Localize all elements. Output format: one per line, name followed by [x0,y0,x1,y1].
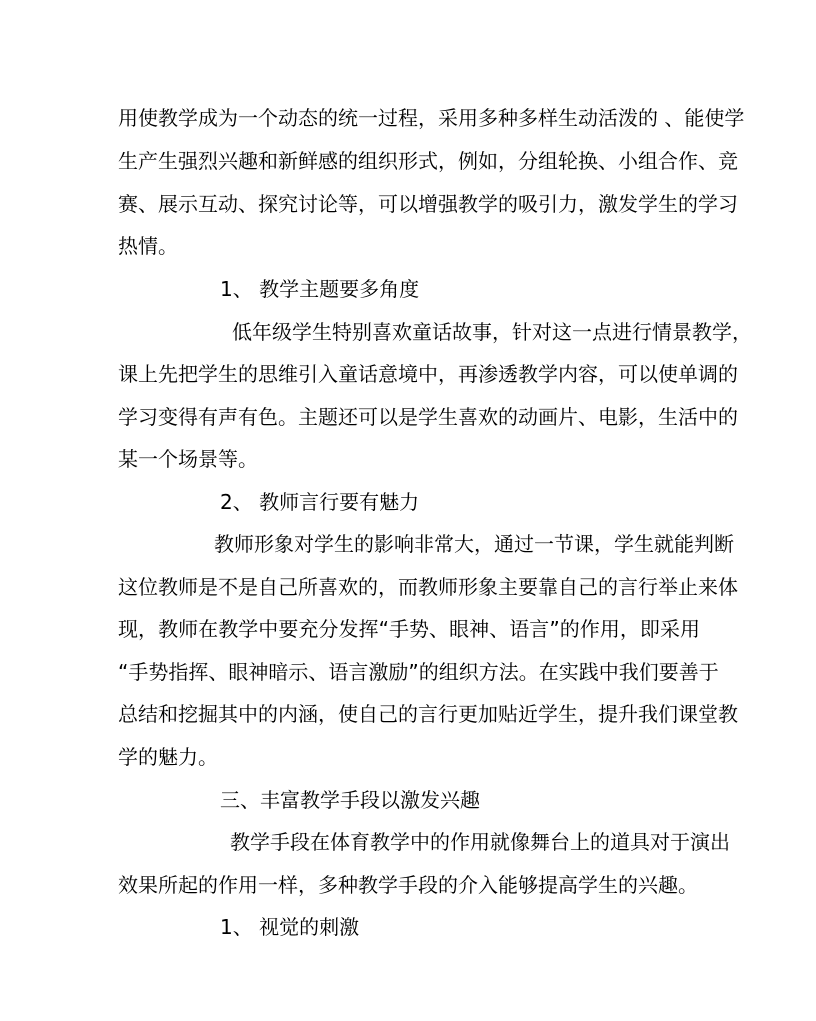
section-heading: 2、 教师言行要有魅力 [220,490,420,514]
text-line: 赛、展示互动、探究讨论等，可以增强教学的吸引力，激发学生的学习 [118,192,738,216]
text-line: 效果所起的作用一样，多种教学手段的介入能够提高学生的兴趣。 [118,873,698,897]
text-line: “手势指挥、眼神暗示、语言激励”的组织方法。在实践中我们要善于 [118,660,719,684]
text-line: 学的魅力。 [118,745,218,769]
text-line: 用使教学成为一个动态的统一过程，采用多种多样生动活泼的 、能使学 [118,106,745,130]
text-line: 生产生强烈兴趣和新鲜感的组织形式，例如，分组轮换、小组合作、竞 [118,149,738,173]
section-heading: 三、丰富教学手段以激发兴趣 [220,788,480,812]
text-line: 热情。 [118,234,178,258]
text-line: 课上先把学生的思维引入童话意境中，再渗透教学内容，可以使单调的 [118,362,738,386]
text-line: 这位教师是不是自己所喜欢的，而教师形象主要靠自己的言行举止来体 [118,575,738,599]
section-heading: 1、 视觉的刺激 [220,915,360,939]
section-heading: 1、 教学主题要多角度 [220,277,420,301]
text-line: 低年级学生特别喜欢童话故事，针对这一点进行情景教学， [232,320,752,344]
text-line: 学习变得有声有色。主题还可以是学生喜欢的动画片、电影，生活中的 [118,405,738,429]
text-line: 现，教师在教学中要充分发挥“手势、眼神、语言”的作用，即采用 [118,617,700,641]
text-line: 总结和挖掘其中的内涵，使自己的言行更加贴近学生，提升我们课堂教 [118,702,738,726]
text-line: 教学手段在体育教学中的作用就像舞台上的道具对于演出 [230,830,730,854]
text-line: 教师形象对学生的影响非常大，通过一节课，学生就能判断 [214,532,734,556]
text-line: 某一个场景等。 [118,447,258,471]
